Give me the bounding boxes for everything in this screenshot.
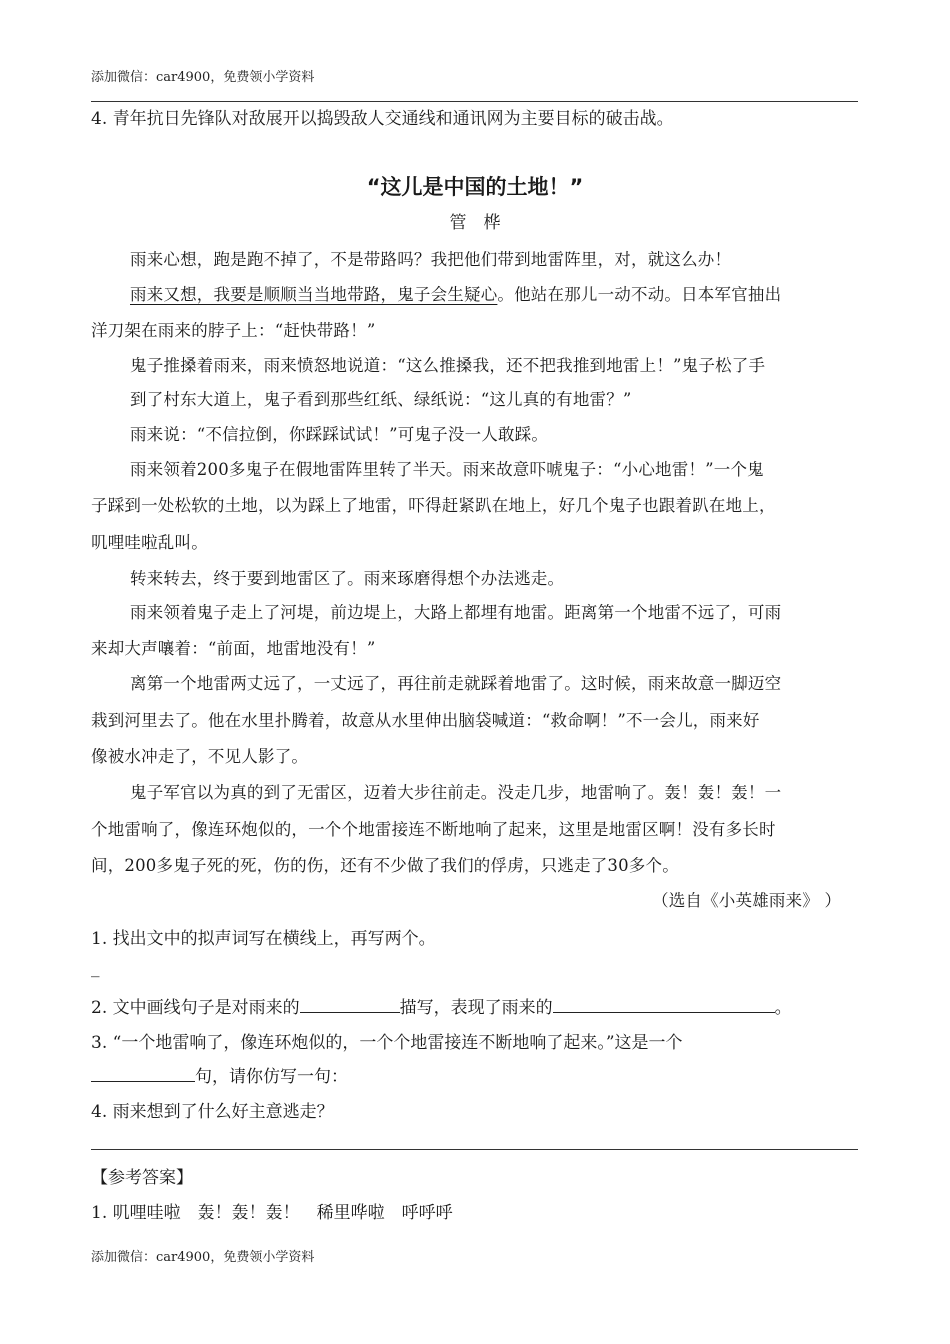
question-4: 4. 雨来想到了什么好主意逃走？ bbox=[91, 1102, 334, 1122]
page-header: 添加微信：car4900，免费领小学资料 bbox=[91, 70, 315, 85]
article-line: 到了村东大道上，鬼子看到那些红纸、绿纸说：“这儿真的有地雷？” bbox=[130, 390, 632, 409]
article-line: 鬼子军官以为真的到了无雷区，迈着大步往前走。没走几步，地雷响了。轰！轰！轰！一 bbox=[130, 783, 782, 802]
article-line: 雨来说：“不信拉倒，你踩踩试试！”可鬼子没一人敢踩。 bbox=[130, 425, 549, 444]
page-footer: 添加微信：car4900，免费领小学资料 bbox=[91, 1250, 315, 1265]
question-3: 3. “一个地雷响了，像连环炮似的，一个个地雷接连不断地响了起来。”这是一个 bbox=[91, 1033, 683, 1053]
answers-heading: 【参考答案】 bbox=[91, 1168, 193, 1188]
article-line: 雨来领着鬼子走上了河堤，前边堤上，大路上都埋有地雷。距离第一个地雷不远了，可雨 bbox=[130, 603, 782, 622]
article-line: 雨来又想，我要是顺顺当当地带路，鬼子会生疑心。他站在那儿一动不动。日本军官抽出 bbox=[130, 285, 782, 304]
answer-blank[interactable] bbox=[553, 998, 775, 1013]
article-title: “这儿是中国的土地！” bbox=[366, 175, 584, 199]
previous-answer: 4. 青年抗日先锋队对敌展开以捣毁敌人交通线和通讯网为主要目标的破击战。 bbox=[91, 109, 674, 129]
article-line: 雨来心想，跑是跑不掉了，不是带路吗？我把他们带到地雷阵里，对，就这么办！ bbox=[130, 250, 732, 269]
question-2: 2. 文中画线句子是对雨来的 描写，表现了雨来的 。 bbox=[91, 998, 792, 1018]
article-line: 离第一个地雷两丈远了，一丈远了，再往前走就踩着地雷了。这时候，雨来故意一脚迈空 bbox=[130, 674, 782, 693]
question-3-cont: 句，请你仿写一句： bbox=[91, 1062, 348, 1087]
article-line: 雨来领着200多鬼子在假地雷阵里转了半天。雨来故意吓唬鬼子：“小心地雷！”一个鬼 bbox=[130, 460, 764, 479]
article-line: 鬼子推搡着雨来，雨来愤怒地说道：“这么推搡我，还不把我推到地雷上！”鬼子松了手 bbox=[130, 356, 766, 375]
article-line: 来却大声嚷着：“前面，地雷地没有！” bbox=[91, 639, 376, 658]
answer-blank[interactable] bbox=[91, 1067, 195, 1082]
article-line: 子踩到一处松软的土地，以为踩上了地雷，吓得赶紧趴在地上，好几个鬼子也跟着趴在地上， bbox=[91, 496, 776, 515]
answer-1: 1. 叽哩哇啦 轰！轰！轰！ 稀里哗啦 呼呼呼 bbox=[91, 1203, 453, 1223]
answers-divider bbox=[91, 1149, 858, 1150]
article-line: 栽到河里去了。他在水里扑腾着，故意从水里伸出脑袋喊道：“救命啊！”不一会儿，雨来好 bbox=[91, 711, 760, 730]
answer-blank[interactable] bbox=[300, 998, 400, 1013]
header-divider bbox=[91, 101, 858, 102]
article-line: 间，200多鬼子死的死，伤的伤，还有不少做了我们的俘虏，只逃走了30多个。 bbox=[91, 856, 679, 875]
article-line: 洋刀架在雨来的脖子上：“赶快带路！” bbox=[91, 321, 376, 340]
article-source: （选自《小英雄雨来》 ） bbox=[652, 891, 842, 910]
underlined-sentence: 雨来又想，我要是顺顺当当地带路，鬼子会生疑心 bbox=[130, 285, 498, 304]
question-1: 1. 找出文中的拟声词写在横线上，再写两个。 bbox=[91, 929, 436, 949]
article-author: 管 桦 bbox=[449, 213, 501, 233]
question-1-answer-mark: _ bbox=[91, 958, 100, 978]
article-line: 叽哩哇啦乱叫。 bbox=[91, 533, 208, 552]
article-line: 转来转去，终于要到地雷区了。雨来琢磨得想个办法逃走。 bbox=[130, 569, 565, 588]
article-line: 像被水冲走了，不见人影了。 bbox=[91, 747, 309, 766]
article-line: 个地雷响了，像连环炮似的，一个个地雷接连不断地响了起来，这里是地雷区啊！没有多长时 bbox=[91, 820, 776, 839]
